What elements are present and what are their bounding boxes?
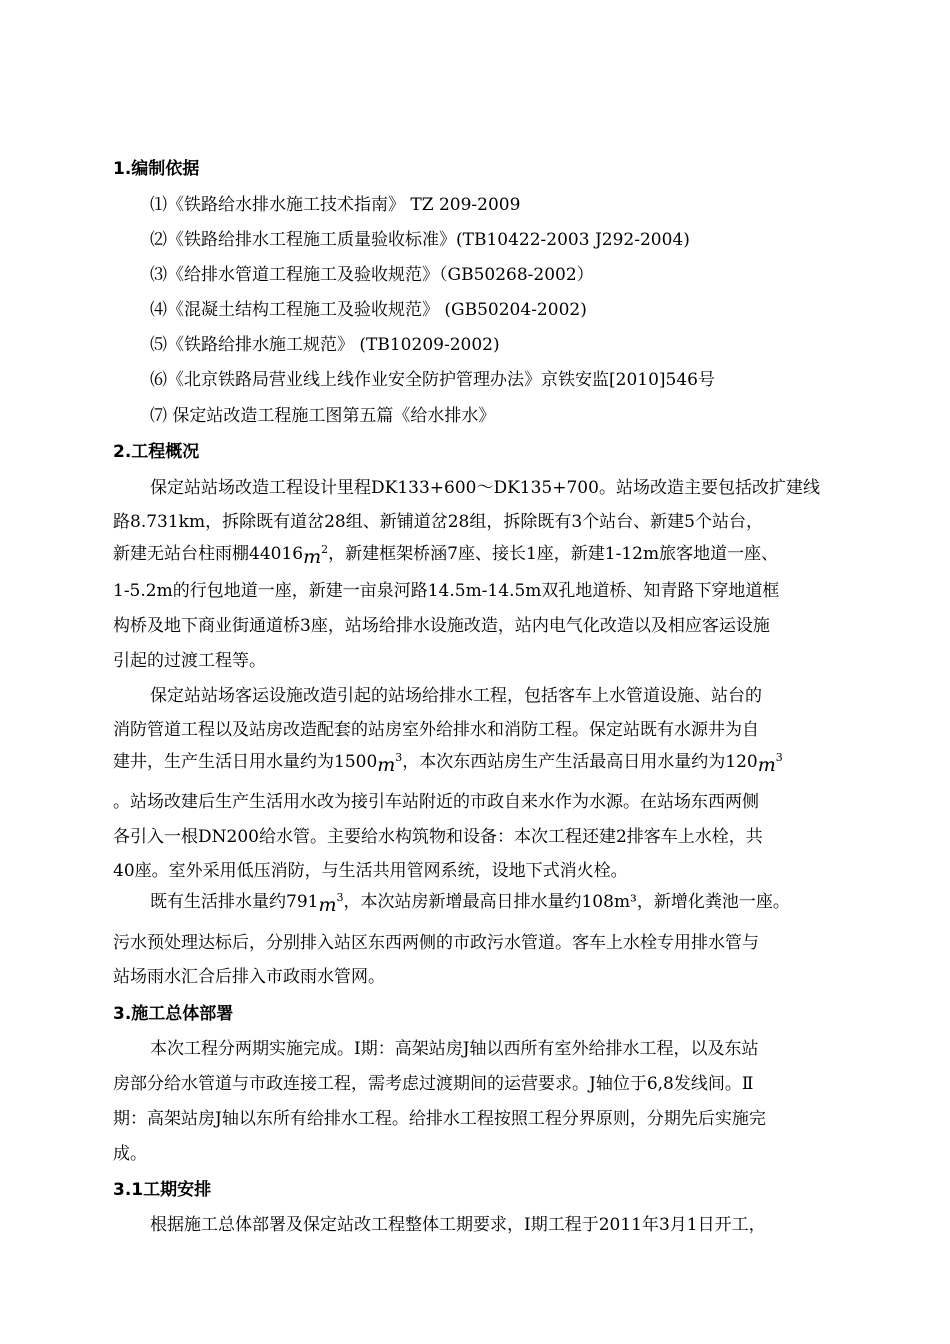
reference-item: ⑺ 保定站改造工程施工图第五篇《给水排水》 [150,406,496,426]
text-run: 建井，生产生活日用水量约为1500 [113,752,378,772]
paragraph-line: 根据施工总体部署及保定站改工程整体工期要求，Ⅰ期工程于2011年3月1日开工， [150,1215,766,1235]
paragraph-line: 构桥及地下商业街通道桥3座，站场给排水设施改造，站内电气化改造以及相应客运设施 [113,616,770,636]
paragraph-line: 站场雨水汇合后排入市政雨水管网。 [113,967,385,987]
paragraph-line: 消防管道工程以及站房改造配套的站房室外给排水和消防工程。保定站既有水源井为自 [113,720,759,740]
paragraph-line: 成。 [113,1144,147,1164]
paragraph-line: 40座。室外采用低压消防，与生活共用管网系统，设地下式消火栓。 [113,861,628,881]
text-run: ，本次站房新增最高日排水量约108 [343,892,614,912]
paragraph-line: 污水预处理达标后，分别排入站区东西两侧的市政污水管道。客车上水栓专用排水管与 [113,933,759,953]
paragraph-line [150,890,790,915]
section-heading: 3.1工期安排 [113,1180,212,1200]
unit-symbol: m [757,754,776,776]
paragraph-line: 本次工程分两期实施完成。Ⅰ期：高架站房J轴以西所有室外给排水工程，以及东站 [150,1039,759,1059]
reference-item: ⑷《混凝土结构工程施工及验收规范》 (GB50204-2002) [150,300,587,320]
section-heading: 2.工程概况 [113,442,200,462]
paragraph-line: 路8.731km，拆除既有道岔28组、新铺道岔28组，拆除既有3个站台、新建5个站台， [113,512,763,532]
reference-item: ⑸《铁路给排水施工规范》 (TB10209-2002) [150,335,500,355]
paragraph-line: 各引入一根DN200给水管。主要给水构筑物和设备：本次工程还建2排客车上水栓，共 [113,827,763,847]
reference-item: ⑴《铁路给水排水施工技术指南》 TZ 209-2009 [150,195,521,215]
paragraph-line: 1-5.2m的行包地道一座，新建一亩泉河路14.5m-14.5m双孔地道桥、知青路下穿地道框 [113,581,780,601]
paragraph-line: 保定站站场改造工程设计里程DK133+600～DK135+700。站场改造主要包括改扩建线 [150,478,820,498]
unit-symbol: m [303,546,322,568]
reference-item: ⑶《给排水管道工程施工及验收规范》（GB50268-2002） [150,265,594,285]
text-run: 新建无站台柱雨棚44016 [113,544,304,564]
superscript: 2 [321,543,329,556]
paragraph-line: 房部分给水管道与市政连接工程，需考虑过渡期间的运营要求。J轴位于6,8发线间。Ⅱ [113,1074,754,1094]
text-run: m³ [613,892,637,912]
superscript: 3 [336,891,344,904]
text-run: ，新建框架桥涵7座、接长1座，新建1-12m旅客地道一座、 [328,544,779,564]
unit-symbol: m [377,754,396,776]
section-heading: 3.施工总体部署 [113,1004,234,1024]
text-run: ，本次东西站房生产生活最高日用水量约为120 [402,752,758,772]
paragraph-line: 保定站站场客运设施改造引起的站场给排水工程，包括客车上水管道设施、站台的 [150,686,762,706]
paragraph-line: 。站场改建后生产生活用水改为接引车站附近的市政自来水作为水源。在站场东西两侧 [113,792,759,812]
paragraph-line [113,750,783,775]
reference-item: ⑹《北京铁路局营业线上线作业安全防护管理办法》京铁安监[2010]546号 [150,370,715,390]
unit-symbol: m [318,894,337,916]
superscript: 3 [775,751,783,764]
reference-item: ⑵《铁路给排水工程施工质量验收标准》(TB10422-2003 J292-2004) [150,230,690,250]
text-run: ，新增化粪池一座。 [636,892,790,912]
paragraph-line [113,542,778,567]
text-run: 既有生活排水量约791 [150,892,319,912]
paragraph-line: 期：高架站房J轴以东所有给排水工程。给排水工程按照工程分界原则，分期先后实施完 [113,1109,766,1129]
superscript: 3 [395,751,403,764]
section-heading: 1.编制依据 [113,159,200,179]
paragraph-line: 引起的过渡工程等。 [113,651,266,671]
